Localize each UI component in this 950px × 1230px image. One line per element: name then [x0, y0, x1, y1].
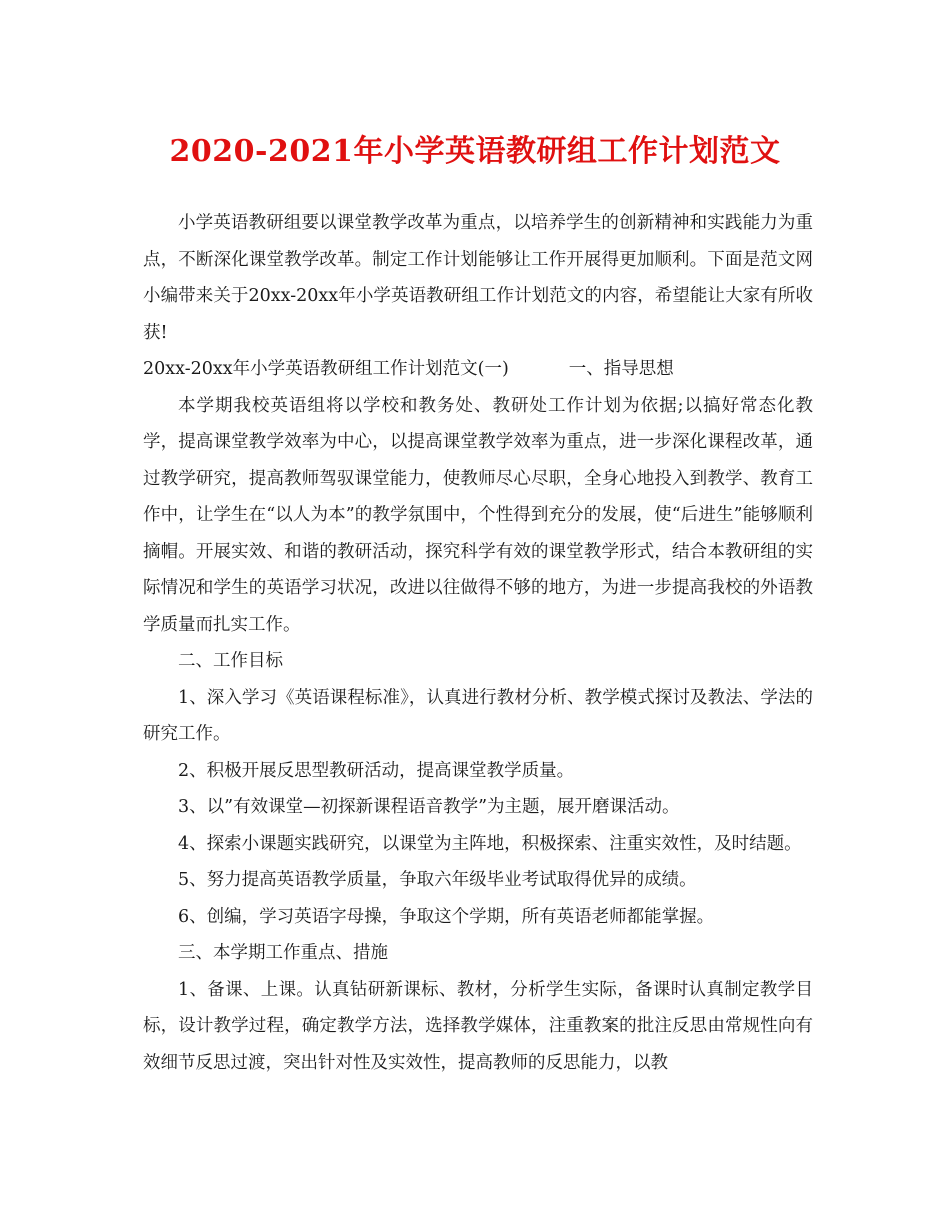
subheading-right: 一、指导思想	[568, 359, 674, 379]
subheading-left: 20xx-20xx年小学英语教研组工作计划范文(一)	[143, 359, 509, 379]
section-heading-measures: 三、本学期工作重点、措施	[178, 943, 388, 963]
goal-item-1: 1、深入学习《英语课程标准》，认真进行教材分析、教学模式探讨及教法、学法的研究工作。	[143, 687, 813, 744]
goal-item-5: 5、努力提高英语教学质量，争取六年级毕业考试取得优异的成绩。	[178, 870, 697, 890]
goal-item-4: 4、探索小课题实践研究，以课堂为主阵地，积极探索、注重实效性，及时结题。	[178, 833, 802, 854]
document-title: 2020-2021年小学英语教研组工作计划范文	[169, 134, 781, 169]
goal-item-3: 3、以”有效课堂—初探新课程语音教学”为主题，展开磨课活动。	[178, 797, 680, 817]
goal-item-6: 6、创编，学习英语字母操，争取这个学期，所有英语老师都能掌握。	[178, 906, 715, 927]
intro-paragraph: 小学英语教研组要以课堂教学改革为重点，以培养学生的创新精神和实践能力为重点，不断深化课堂教学改革。制定工作计划能够让工作开展得更加顺利。下面是范文网小编带来关于20xx-20xx年小学英语教研组工作计划范文的内容，希望能让大家有所收获!	[143, 213, 813, 343]
guiding-thought-paragraph: 本学期我校英语组将以学校和教务处、教研处工作计划为依据;以搞好常态化教学，提高课堂教学效率为中心，以提高课堂教学效率为重点，进一步深化课程改革，通过教学研究，提高教师驾驭课堂能力，使教师尽心尽职，全身心地投入到教学、教育工作中，让学生在“以人为本”的教学氛围中，个性得到充分的发展，使“后进生”能够顺利摘帽。开展实效、和谐的教研活动，探究科学有效的课堂教学形式，结合本教研组的实际情况和学生的英语学习状况，改进以往做得不够的地方，为进一步提高我校的外语教学质量而扎实工作。	[143, 395, 813, 635]
section-heading-goals: 二、工作目标	[178, 651, 283, 671]
goal-item-2: 2、积极开展反思型教研活动，提高课堂教学质量。	[178, 760, 575, 781]
measure-item-1: 1、备课、上课。认真钻研新课标、教材，分析学生实际，备课时认真制定教学目标，设计教学过程，确定教学方法，选择教学媒体，注重教案的批注反思由常规性向有效细节反思过渡，突出针对性及实效性，提高教师的反思能力，以教	[143, 979, 813, 1073]
subheading-line	[143, 351, 813, 388]
document-body	[143, 205, 813, 1081]
